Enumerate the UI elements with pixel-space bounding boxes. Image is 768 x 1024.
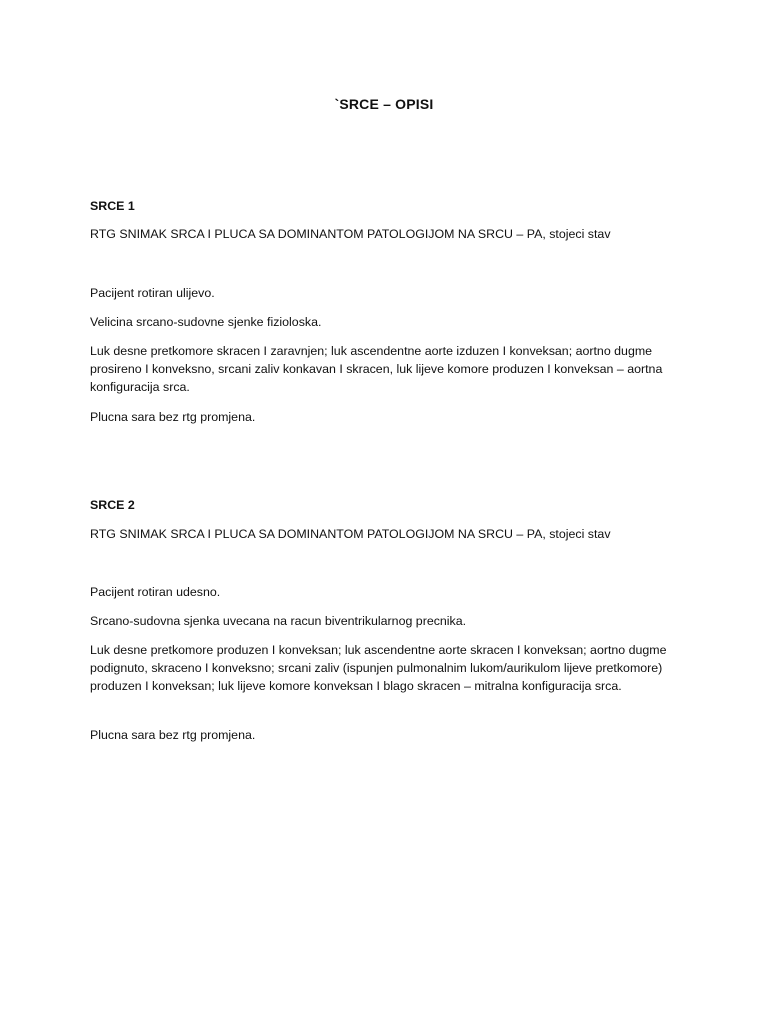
section-2-paragraph-1: Pacijent rotiran udesno.	[90, 585, 221, 599]
section-2-paragraph-3: Luk desne pretkomore produzen I konveksan; luk ascendentne aorte skracen I konveksan; aortno dugme podignuto, skraceno I konveksno; srcani zaliv (ispunjen pulmonalnim lukom/aurikulom lijeve pretkomore) produzen I konveksan; luk lijeve komore konveksan I blago skracen – mitralna konfiguracija srca.	[90, 643, 667, 693]
section-1-paragraph-1: Pacijent rotiran ulijevo.	[90, 286, 215, 300]
section-1-subtitle: RTG SNIMAK SRCA I PLUCA SA DOMINANTOM PATOLOGIJOM NA SRCU – PA, stojeci stav	[90, 227, 611, 241]
section-2-paragraph-2: Srcano-sudovna sjenka uvecana na racun biventrikularnog precnika.	[90, 614, 467, 628]
section-2-subtitle: RTG SNIMAK SRCA I PLUCA SA DOMINANTOM PATOLOGIJOM NA SRCU – PA, stojeci stav	[90, 527, 611, 541]
section-1-paragraph-4: Plucna sara bez rtg promjena.	[90, 410, 256, 424]
section-2-heading: SRCE 2	[90, 498, 135, 512]
section-1-paragraph-3: Luk desne pretkomore skracen I zaravnjen; luk ascendentne aorte izduzen I konveksan; aortno dugme prosireno I konveksno, srcani zaliv konkavan I skracen, luk lijeve komore produzen I konveksan – aortna konfiguracija srca.	[90, 344, 663, 394]
section-1-heading: SRCE 1	[90, 199, 135, 213]
section-2-paragraph-4: Plucna sara bez rtg promjena.	[90, 728, 256, 742]
section-1-paragraph-2: Velicina srcano-sudovne sjenke fizioloska.	[90, 315, 322, 329]
document-title: `SRCE – OPISI	[334, 96, 434, 112]
